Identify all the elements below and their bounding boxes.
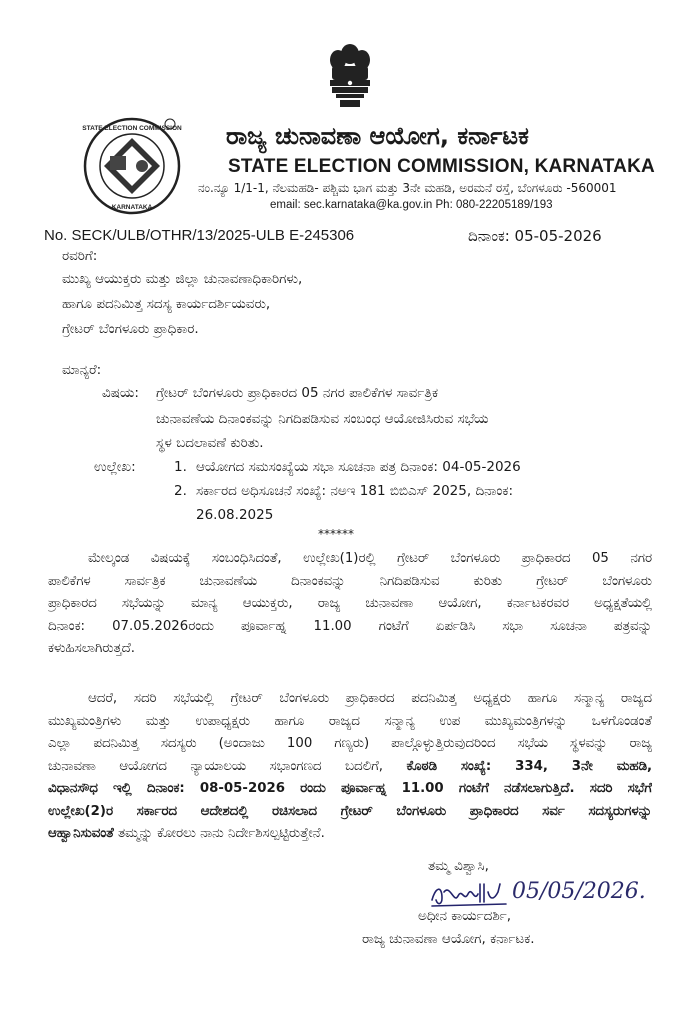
reference-number: No. SECK/ULB/OTHR/13/2025-ULB E-245306	[44, 227, 355, 244]
paragraph-line: ಆದರೆ, ಸದರಿ ಸಭೆಯಲ್ಲಿ ಗ್ರೇಟರ್ ಬೆಂಗಳೂರು ಪ್ರಾಧಿಕಾರದ ಪದನಿಮಿತ್ತ ಅಧ್ಯಕ್ಷರು ಹಾಗೂ ಸನ್ಮಾನ್ಯ ರಾಜ್ಯದ	[88, 691, 652, 706]
title-english: STATE ELECTION COMMISSION, KARNATAKA	[228, 156, 655, 177]
reference-item-text: ಆಯೋಗದ ಸಮಸಂಖ್ಯೆಯ ಸಭಾ ಸೂಚನಾ ಪತ್ರ ದಿನಾಂಕ: 04-05-2026	[196, 459, 521, 475]
subject-line: ಗ್ರೇಟರ್ ಬೆಂಗಳೂರು ಪ್ರಾಧಿಕಾರದ 05 ನಗರ ಪಾಲಿಕೆಗಳ ಸಾರ್ವತ್ರಿಕ	[156, 385, 439, 401]
text-segment: ಆಹ್ವಾನಿಸುವಂತೆ	[48, 826, 114, 841]
paragraph-line: ಉಲ್ಲೇಖ(2)ರ ಸರ್ಕಾರದ ಆದೇಶದಲ್ಲಿ ರಚಿಸಲಾದ ಗ್ರೇಟರ್ ಬೆಂಗಳೂರು ಪ್ರಾಧಿಕಾರದ ಸರ್ವ ಸದಸ್ಯರುಗಳನ್ನು	[48, 803, 652, 819]
title-kannada: ರಾಜ್ಯ ಚುನಾವಣಾ ಆಯೋಗ, ಕರ್ನಾಟಕ	[226, 122, 529, 150]
separator: ******	[318, 527, 354, 541]
closing-yours: ತಮ್ಮ ವಿಶ್ವಾಸಿ,	[428, 858, 489, 874]
subject-label: ವಿಷಯ:	[102, 385, 139, 401]
reference-label: ಉಲ್ಲೇಖ:	[94, 459, 136, 475]
paragraph-line: ಪಾಲಿಕೆಗಳ ಸಾರ್ವತ್ರಿಕ ಚುನಾವಣೆಯ ದಿನಾಂಕವನ್ನು ನಿಗದಿಪಡಿಸುವ ಕುರಿತು ಗ್ರೇಟರ್ ಬೆಂಗಳೂರು	[48, 573, 652, 589]
reference-item-text: ಸರ್ಕಾರದ ಅಧಿಸೂಚನೆ ಸಂಖ್ಯೆ: ನಅಇ 181 ಬಿಬಿಎಸ್ 2025, ದಿನಾಂಕ:	[196, 483, 514, 499]
reference-item-text: 26.08.2025	[196, 507, 274, 523]
paragraph-line: ಮೇಲ್ಕಂಡ ವಿಷಯಕ್ಕೆ ಸಂಬಂಧಿಸಿದಂತೆ, ಉಲ್ಲೇಖ(1)ರಲ್ಲಿ ಗ್ರೇಟರ್ ಬೆಂಗಳೂರು ಪ್ರಾಧಿಕಾರದ 05 ನಗರ	[88, 551, 652, 566]
addressee-line: ಹಾಗೂ ಪದನಿಮಿತ್ತ ಸದಸ್ಯ ಕಾರ್ಯದರ್ಶಿಯವರು,	[62, 296, 271, 312]
seal-text-bottom: KARNATAKA	[111, 204, 153, 211]
national-emblem-icon	[322, 40, 378, 110]
seal-text-top: STATE ELECTION COMMISSION	[82, 125, 182, 132]
meeting-time-highlight: ವಿಧಾನಸೌಧ ಇಲ್ಲಿ ದಿನಾಂಕ: 08-05-2026 ರಂದು ಪೂರ್ವಾಹ್ನ 11.00 ಗಂಟೆಗೆ ನಡೆಸಲಾಗುತ್ತಿದೆ.	[48, 781, 575, 796]
salutation: ಮಾನ್ಯರೆ:	[62, 362, 102, 378]
to-label: ರವರಿಗೆ:	[62, 248, 98, 264]
paragraph-line: ಕಳುಹಿಸಲಾಗಿರುತ್ತದೆ.	[48, 641, 135, 656]
paragraph-line: ಮುಖ್ಯಮಂತ್ರಿಗಳು ಮತ್ತು ಉಪಾಧ್ಯಕ್ಷರು ಹಾಗೂ ರಾಜ್ಯದ ಸನ್ಮಾನ್ಯ ಉಪ ಮುಖ್ಯಮಂತ್ರಿಗಳನ್ನು ಒಳಗೊಂಡಂತೆ	[48, 713, 652, 729]
letter-date: ದಿನಾಂಕ: 05-05-2026	[468, 227, 602, 245]
paragraph-line: ದಿನಾಂಕ: 07.05.2026ರಂದು ಪೂರ್ವಾಹ್ನ 11.00 ಗಂಟೆಗೆ ಏರ್ಪಡಿಸಿ ಸಭಾ ಸೂಚನಾ ಪತ್ರವನ್ನು	[48, 618, 652, 634]
paragraph-line	[48, 778, 652, 801]
paragraph-line: ಪ್ರಾಧಿಕಾರದ ಸಭೆಯನ್ನು ಮಾನ್ಯ ಆಯುಕ್ತರು, ರಾಜ್ಯ ಚುನಾವಣಾ ಆಯೋಗ, ಕರ್ನಾಟಕರವರ ಅಧ್ಯಕ್ಷತೆಯಲ್ಲಿ	[48, 596, 652, 611]
text-segment: ತಮ್ಮನ್ನು ಕೋರಲು ನಾನು ನಿರ್ದೇಶಿಸಲ್ಪಟ್ಟಿರುತ್ತೇನೆ.	[113, 826, 325, 841]
election-commission-seal-icon	[82, 116, 182, 216]
paragraph-line	[48, 823, 652, 846]
addressee-line: ಗ್ರೇಟರ್ ಬೆಂಗಳೂರು ಪ್ರಾಧಿಕಾರ.	[62, 321, 199, 337]
text-segment: ಸದರಿ ಸಭೆಗೆ	[574, 781, 652, 796]
office-address: ನಂ.ನ್ಯೂ 1/1-1, ನೆಲಮಹಡಿ- ಪಶ್ಚಿಮ ಭಾಗ ಮತ್ತು 3ನೇ ಮಹಡಿ, ಅರಮನೆ ರಸ್ತೆ, ಬೆಂಗಳೂರು -560001	[198, 181, 617, 195]
reference-item-number: 1.	[174, 459, 187, 475]
text-segment: ಚುನಾವಣಾ ಆಯೋಗದ ನ್ಯಾಯಾಲಯ ಸಭಾಂಗಣದ ಬದಲಿಗೆ,	[48, 758, 407, 774]
paragraph-line: ಎಲ್ಲಾ ಪದನಿಮಿತ್ತ ಸದಸ್ಯರು (ಅಂದಾಜು 100 ಗಣ್ಯರು) ಪಾಲ್ಗೊಳ್ಳುತ್ತಿರುವುದರಿಂದ ಸಭೆಯ ಸ್ಥಳವನ್ನು ರಾಜ್ಯ	[48, 736, 652, 751]
reference-item-number: 2.	[174, 483, 187, 499]
body-paragraph-1	[48, 548, 652, 661]
addressee-line: ಮುಖ್ಯ ಆಯುಕ್ತರು ಮತ್ತು ಜಿಲ್ಲಾ ಚುನಾವಣಾಧಿಕಾರಿಗಳು,	[62, 271, 303, 287]
paragraph-line	[48, 756, 652, 779]
office-name: ರಾಜ್ಯ ಚುನಾವಣಾ ಆಯೋಗ, ಕರ್ನಾಟಕ.	[362, 931, 535, 947]
body-paragraph-2	[48, 688, 652, 846]
subject-line: ಸ್ಥಳ ಬದಲಾವಣೆ ಕುರಿತು.	[156, 435, 264, 451]
contact-info: email: sec.karnataka@ka.gov.in Ph: 080-22205189/193	[270, 199, 553, 211]
signature-date: 05/05/2026.	[512, 879, 646, 904]
signature-icon	[428, 878, 514, 912]
venue-highlight: ಕೊಠಡಿ ಸಂಖ್ಯೆ: 334, 3ನೇ ಮಹಡಿ,	[406, 758, 652, 774]
subject-line: ಚುನಾವಣೆಯ ದಿನಾಂಕವನ್ನು ನಿಗದಿಪಡಿಸುವ ಸಂಬಂಧ ಆಯೋಜಿಸಿರುವ ಸಭೆಯ	[156, 411, 489, 427]
designation: ಅಧೀನ ಕಾರ್ಯದರ್ಶಿ,	[418, 908, 511, 924]
